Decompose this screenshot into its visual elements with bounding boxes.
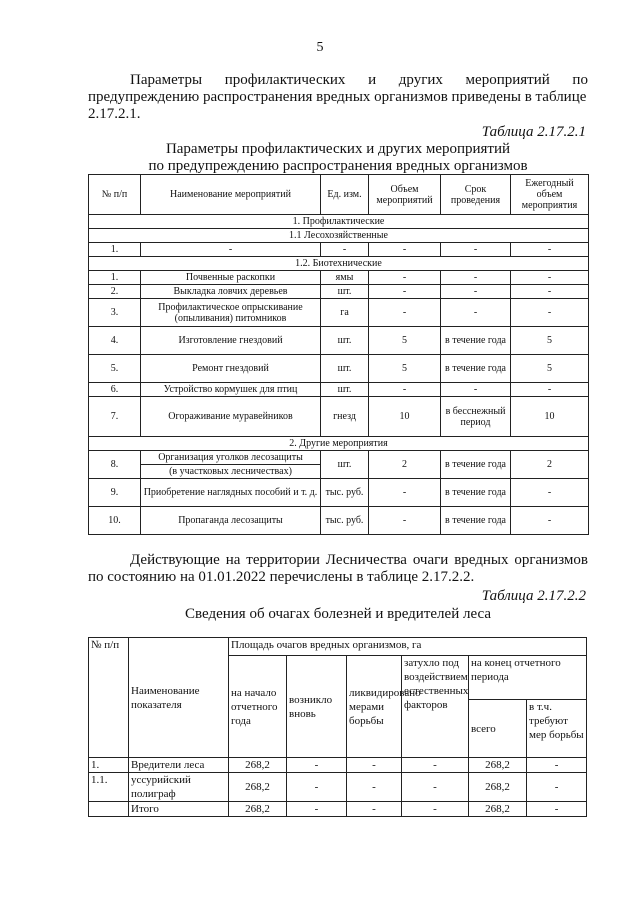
cell: - <box>441 285 511 299</box>
cell: - <box>369 507 441 535</box>
table1-title-line: по предупреждению распространения вредных организмов <box>148 158 528 174</box>
cell: 268,2 <box>229 802 287 817</box>
cell: - <box>441 383 511 397</box>
table-row <box>89 479 589 507</box>
cell: 1.1. <box>89 773 129 802</box>
intro-word: Параметры <box>130 72 203 88</box>
cell: - <box>347 773 402 802</box>
intro-word: по <box>572 72 588 88</box>
table-header-row <box>89 175 589 215</box>
table1-caption: Таблица 2.17.2.1 <box>481 124 586 140</box>
cell: 9. <box>89 479 141 507</box>
cell: в бесснежный период <box>441 397 511 437</box>
cell: 7. <box>89 397 141 437</box>
table-row <box>89 383 589 397</box>
cell: Профилактическое опрыскивание (опыливания) питомников <box>141 299 321 327</box>
header-cell: Ежегодный объем мероприятия <box>511 175 589 215</box>
cell: - <box>402 802 469 817</box>
table-row <box>89 271 589 285</box>
measures-table <box>88 174 589 535</box>
table-row <box>89 355 589 383</box>
cell: - <box>402 758 469 773</box>
cell: - <box>321 243 369 257</box>
table-header-row <box>89 638 587 656</box>
cell: - <box>369 299 441 327</box>
header-cell: на конец отчетного периода <box>469 656 587 700</box>
cell: - <box>287 802 347 817</box>
cell: - <box>511 285 589 299</box>
table-row <box>89 758 587 773</box>
cell: шт. <box>321 285 369 299</box>
cell: Ремонт гнездовий <box>141 355 321 383</box>
intro2-paragraph <box>88 552 588 586</box>
cell: - <box>511 479 589 507</box>
cell: - <box>347 758 402 773</box>
cell: Выкладка ловчих деревьев <box>141 285 321 299</box>
cell: 1. <box>89 243 141 257</box>
cell: 8. <box>89 451 141 479</box>
cell: - <box>511 383 589 397</box>
header-cell: Ед. изм. <box>321 175 369 215</box>
cell: Почвенные раскопки <box>141 271 321 285</box>
cell: тыс. руб. <box>321 479 369 507</box>
cell: шт. <box>321 355 369 383</box>
cell: 5 <box>369 355 441 383</box>
cell: Вредители леса <box>129 758 229 773</box>
cell: - <box>441 271 511 285</box>
intro-first-line <box>88 72 588 89</box>
header-cell: на начало отчетного года <box>229 656 287 758</box>
cell: - <box>511 271 589 285</box>
cell: - <box>369 383 441 397</box>
cell: - <box>287 773 347 802</box>
cell: га <box>321 299 369 327</box>
cell: - <box>511 243 589 257</box>
cell: 268,2 <box>229 773 287 802</box>
table2-title: Сведения об очагах болезней и вредителей леса <box>185 606 491 622</box>
cell: - <box>511 507 589 535</box>
table-row <box>89 451 589 465</box>
cell: тыс. руб. <box>321 507 369 535</box>
header-cell: в т.ч. требуют мер борьбы <box>527 700 587 758</box>
cell: Устройство кормушек для птиц <box>141 383 321 397</box>
table-row <box>89 397 589 437</box>
cell: 268,2 <box>469 773 527 802</box>
header-cell: Наименование показателя <box>129 638 229 758</box>
cell: - <box>369 271 441 285</box>
table-row <box>89 243 589 257</box>
cell: Приобретение наглядных пособий и т. д. <box>141 479 321 507</box>
table-row <box>89 802 587 817</box>
cell: 10 <box>511 397 589 437</box>
intro-line: 2.17.2.1. <box>88 106 141 122</box>
cell: в течение года <box>441 451 511 479</box>
table1-title-line: Параметры профилактических и других мероприятий <box>165 141 511 157</box>
cell: - <box>369 285 441 299</box>
cell: - <box>511 299 589 327</box>
cell: - <box>441 243 511 257</box>
cell: 4. <box>89 327 141 355</box>
cell: 5 <box>369 327 441 355</box>
section-heading: 2. Другие мероприятия <box>89 437 589 451</box>
cell: в течение года <box>441 507 511 535</box>
intro2-line: Действующие на территории Лесничества очаги вредных организмов <box>130 552 588 568</box>
cell: Огораживание муравейников <box>141 397 321 437</box>
cell: шт. <box>321 383 369 397</box>
cell: - <box>287 758 347 773</box>
cell: Организация уголков лесозащиты <box>141 451 321 465</box>
table1-title <box>88 141 588 175</box>
intro-word: профилактических <box>224 72 346 88</box>
cell: в течение года <box>441 355 511 383</box>
header-cell: Площадь очагов вредных организмов, га <box>229 638 587 656</box>
header-cell: всего <box>469 700 527 758</box>
cell: - <box>141 243 321 257</box>
cell: - <box>402 773 469 802</box>
cell: 268,2 <box>469 802 527 817</box>
cell: Итого <box>129 802 229 817</box>
intro-paragraph <box>88 72 588 123</box>
header-cell: Срок проведения <box>441 175 511 215</box>
intro-line: предупреждению распространения вредных организмов приведены в таблице <box>88 89 587 105</box>
table-row <box>89 507 589 535</box>
header-cell: Объем мероприятий <box>369 175 441 215</box>
table-row <box>89 285 589 299</box>
header-cell: № п/п <box>89 175 141 215</box>
intro2-line: по состоянию на 01.01.2022 перечислены в таблице 2.17.2.2. <box>88 569 475 585</box>
cell: 268,2 <box>469 758 527 773</box>
cell: 1. <box>89 758 129 773</box>
cell: - <box>369 243 441 257</box>
cell: ямы <box>321 271 369 285</box>
cell: 10 <box>369 397 441 437</box>
header-cell: № п/п <box>89 638 129 758</box>
intro-word: мероприятий <box>465 72 550 88</box>
cell <box>89 802 129 817</box>
cell: Пропаганда лесозащиты <box>141 507 321 535</box>
cell: в течение года <box>441 479 511 507</box>
cell: 5. <box>89 355 141 383</box>
cell: - <box>527 802 587 817</box>
pest-foci-table <box>88 637 587 817</box>
cell: 10. <box>89 507 141 535</box>
table-row <box>89 773 587 802</box>
cell: (в участковых лесничествах) <box>141 465 321 479</box>
header-cell: ликвидировано мерами борьбы <box>347 656 402 758</box>
cell: - <box>441 299 511 327</box>
cell: 5 <box>511 327 589 355</box>
cell: Изготовление гнездовий <box>141 327 321 355</box>
cell: уссурийский полиграф <box>129 773 229 802</box>
cell: - <box>369 479 441 507</box>
header-cell: Наименование мероприятий <box>141 175 321 215</box>
header-cell: возникло вновь <box>287 656 347 758</box>
cell: - <box>527 758 587 773</box>
table-row <box>89 299 589 327</box>
cell: 3. <box>89 299 141 327</box>
table2-caption: Таблица 2.17.2.2 <box>481 588 586 604</box>
subsection-heading: 1.1 Лесохозяйственные <box>89 229 589 243</box>
intro-word: других <box>398 72 443 88</box>
cell: 1. <box>89 271 141 285</box>
cell: 2 <box>369 451 441 479</box>
cell: 6. <box>89 383 141 397</box>
cell: - <box>347 802 402 817</box>
intro-word: и <box>368 72 377 88</box>
page-number: 5 <box>316 40 324 55</box>
table-row <box>89 327 589 355</box>
cell: 2. <box>89 285 141 299</box>
cell: гнезд <box>321 397 369 437</box>
subsection-heading: 1.2. Биотехнические <box>89 257 589 271</box>
cell: 2 <box>511 451 589 479</box>
header-cell: затухло под воздействием естественных факторов <box>402 656 469 758</box>
section-heading: 1. Профилактические <box>89 215 589 229</box>
cell: шт. <box>321 451 369 479</box>
cell: - <box>527 773 587 802</box>
cell: 268,2 <box>229 758 287 773</box>
cell: шт. <box>321 327 369 355</box>
cell: 5 <box>511 355 589 383</box>
cell: в течение года <box>441 327 511 355</box>
